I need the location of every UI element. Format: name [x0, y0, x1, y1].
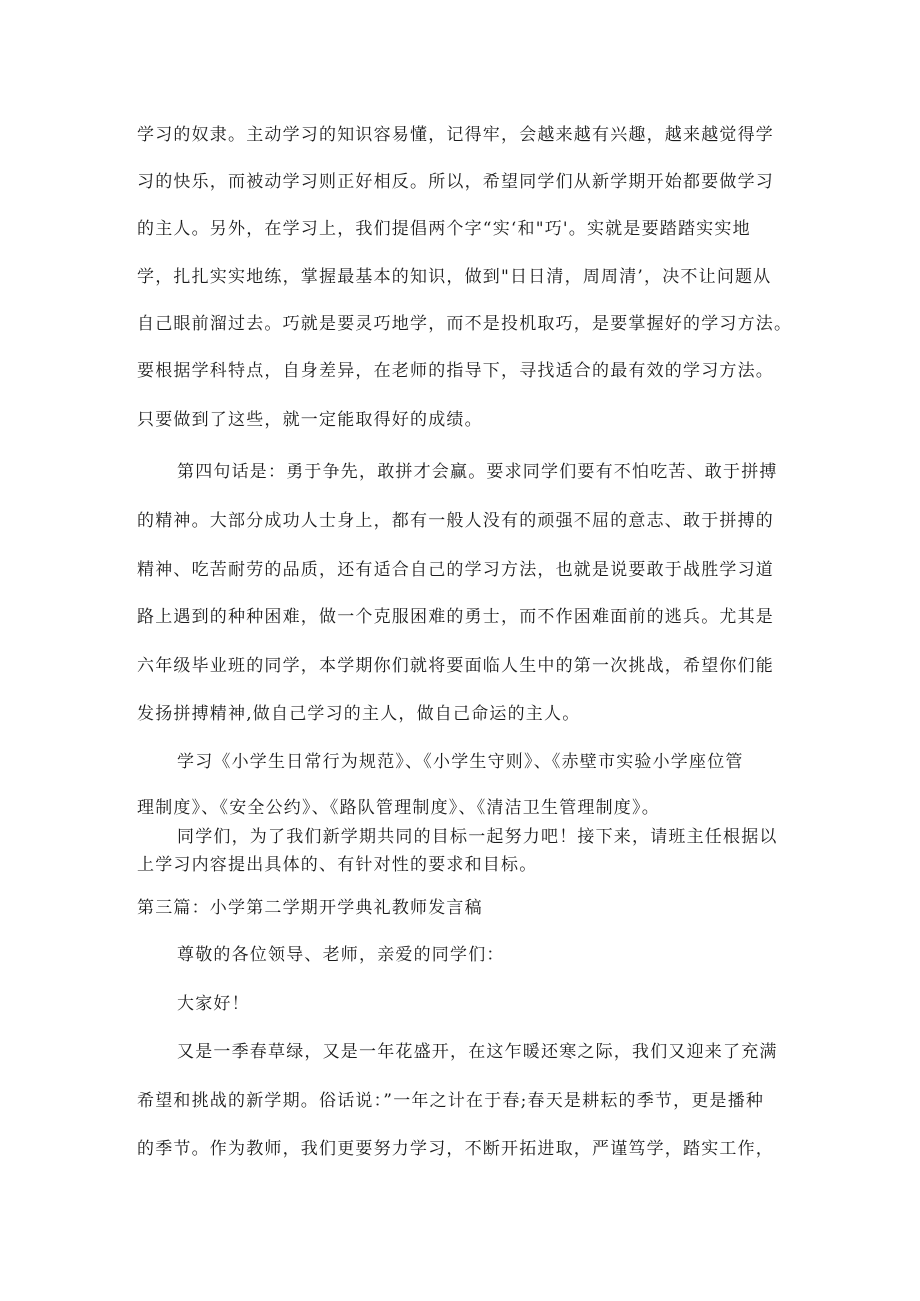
greeting: 大家好！: [177, 994, 250, 1014]
text-line: 上学习内容提出具体的、有针对性的要求和目标。: [137, 855, 538, 875]
text-line: 同学们，为了我们新学期共同的目标一起努力吧！接下来，请班主任根据以: [177, 827, 778, 847]
salutation: 尊敬的各位领导、老师，亲爱的同学们：: [177, 945, 505, 965]
section-heading: 第三篇：小学第二学期开学典礼教师发言稿: [137, 898, 483, 918]
text-line: 要根据学科特点，自身差异，在老师的指导下，寻找适合的最有效的学习方法。: [137, 361, 774, 381]
text-line: 六年级毕业班的同学，本学期你们就将要面临人生中的第一次挑战，希望你们能: [137, 656, 774, 676]
text-line: 路上遇到的种种困难，做一个克服困难的勇士，而不作困难面前的逃兵。尤其是: [137, 607, 774, 627]
text-line: 只要做到了这些，就一定能取得好的成绩。: [137, 410, 483, 430]
text-line: 学，扎扎实实地练，掌握最基本的知识，做到"日日清，周周清’，决不让问题从: [137, 267, 772, 287]
text-line: 又是一季春草绿，又是一年花盛开，在这乍暖还寒之际，我们又迎来了充满: [177, 1042, 778, 1062]
text-line: 学习《小学生日常行为规范》、《小学生守则》、《赤壁市实验小学座位管: [177, 752, 744, 772]
text-line: 精神、吃苦耐劳的品质，还有适合自己的学习方法，也就是说要敢于战胜学习道: [137, 560, 774, 580]
text-line: 的主人。另外，在学习上，我们提倡两个字“实‘和"巧'。实就是要踏踏实实地: [137, 219, 751, 239]
text-line: 的季节。作为教师，我们更要努力学习，不断开拓进取，严谨笃学，踏实工作，: [137, 1139, 774, 1159]
text-line: 第四句话是：勇于争先，敢拼才会赢。要求同学们要有不怕吃苦、敢于拼搏: [177, 462, 778, 482]
text-line: 理制度》、《安全公约》、《路队管理制度》、《清洁卫生管理制度》。: [137, 798, 660, 818]
text-line: 习的快乐，而被动学习则正好相反。所以，希望同学们从新学期开始都要做学习: [137, 172, 774, 192]
text-line: 自己眼前溜过去。巧就是要灵巧地学，而不是投机取巧，是要掌握好的学习方法。: [137, 314, 793, 334]
text-line: 的精神。大部分成功人士身上，都有一般人没有的顽强不屈的意志、敢于拼搏的: [137, 511, 774, 531]
text-line: 学习的奴隶。主动学习的知识容易懂，记得牢，会越来越有兴趣，越来越觉得学: [137, 125, 774, 145]
text-line: 发扬拼搏精神,做自己学习的主人，做自己命运的主人。: [137, 704, 581, 724]
text-line: 希望和挑战的新学期。俗话说：”一年之计在于春;春天是耕耘的季节，更是播种: [137, 1091, 765, 1111]
